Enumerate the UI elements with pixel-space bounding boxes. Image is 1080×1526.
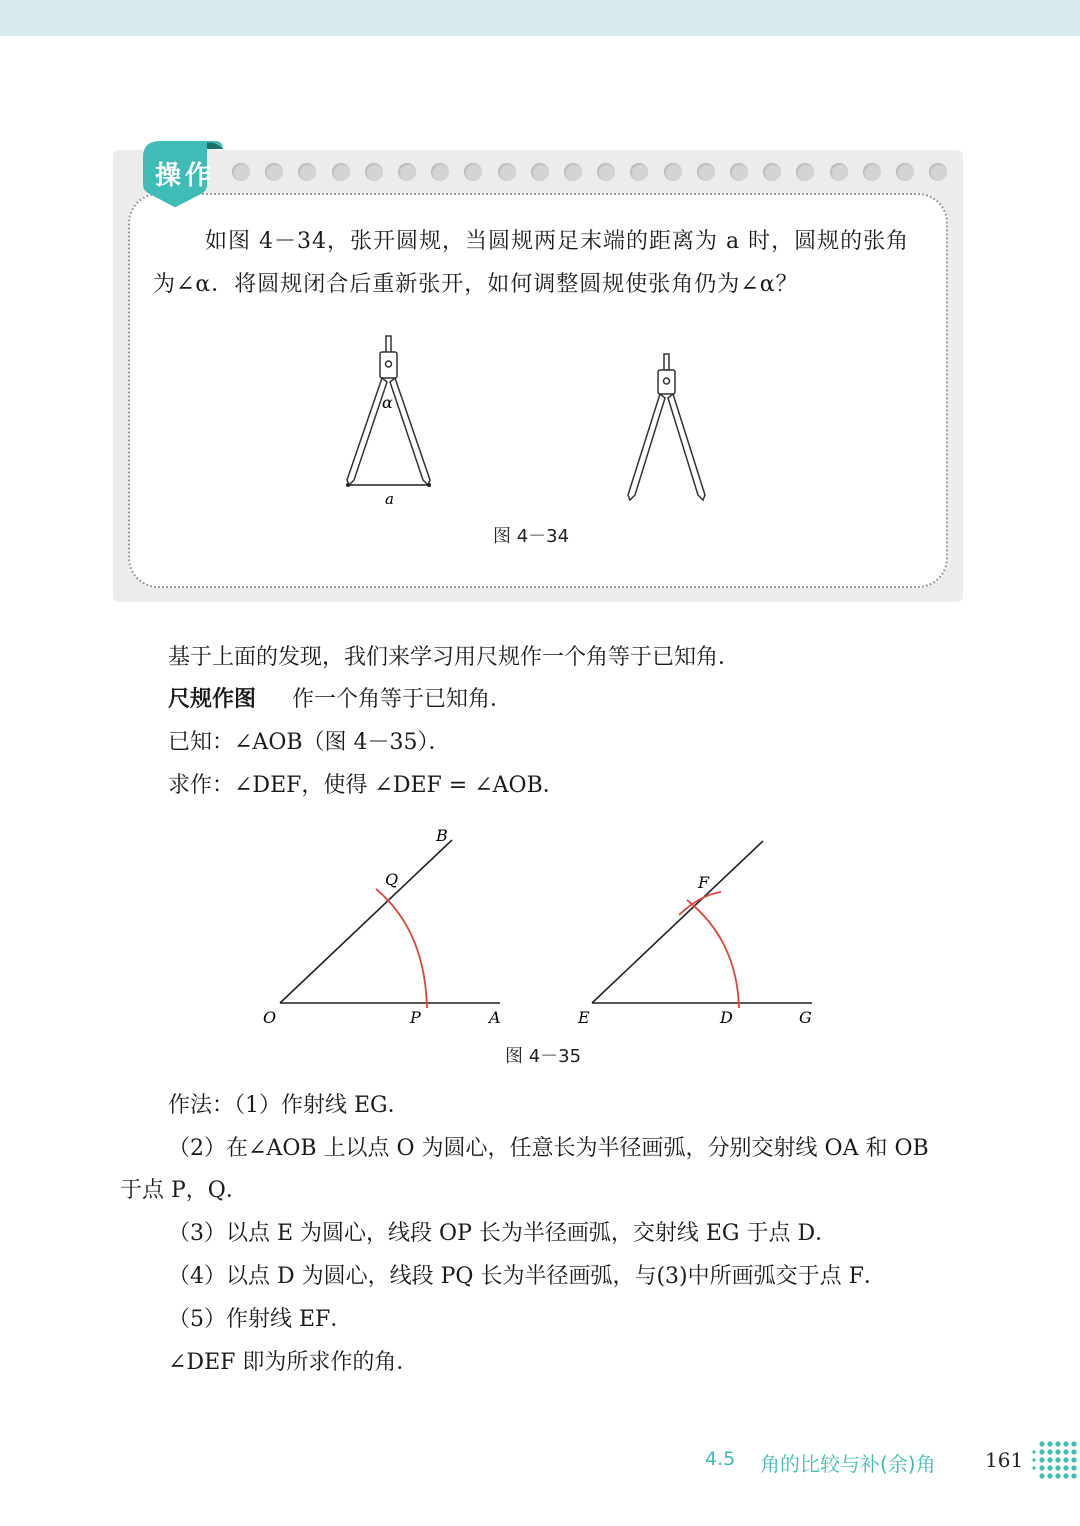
ornament-dot (1039, 1457, 1044, 1462)
binder-hole (664, 163, 682, 181)
label-B: B (436, 826, 448, 845)
ornament-dot (1055, 1465, 1060, 1470)
binder-hole (630, 163, 648, 181)
label-G: G (799, 1008, 812, 1027)
label-A: A (489, 1008, 501, 1027)
ornament-dot (1032, 1466, 1035, 1469)
label-O: O (263, 1008, 277, 1027)
ornament-dot (1071, 1473, 1076, 1478)
ornament-dot (1047, 1457, 1052, 1462)
binder-hole (697, 163, 715, 181)
ornament-dot (1039, 1465, 1044, 1470)
binder-hole (863, 163, 881, 181)
binder-hole (398, 163, 416, 181)
step-4: （4）以点 D 为圆心，线段 PQ 长为半径画弧，与(3)中所画弧交于点 F． (168, 1264, 886, 1289)
arc-DF (687, 900, 739, 1008)
ornament-dot (1071, 1441, 1076, 1446)
intro-text: 基于上面的发现，我们来学习用尺规作一个角等于已知角． (168, 645, 741, 670)
angle-construction-figure (255, 820, 835, 1035)
ornament-dot (1039, 1449, 1044, 1454)
binder-hole (929, 163, 947, 181)
ornament-dot (1032, 1450, 1035, 1453)
label-P: P (410, 1008, 421, 1027)
ornament-dot (1047, 1441, 1052, 1446)
label-E: E (578, 1008, 590, 1027)
activity-line-1: 如图 4－34，张开圆规，当圆规两足末端的距离为 a 时，圆规的张角 (205, 229, 910, 254)
ornament-dot (1047, 1465, 1052, 1470)
a-label: a (385, 490, 394, 508)
ornament-dot (1039, 1473, 1044, 1478)
binder-hole (830, 163, 848, 181)
binder-hole (298, 163, 316, 181)
binder-hole (265, 163, 283, 181)
binder-hole (332, 163, 350, 181)
ornament-dot (1071, 1457, 1076, 1462)
binder-hole (464, 163, 482, 181)
label-D: D (720, 1008, 733, 1027)
ornament-dot (1071, 1465, 1076, 1470)
compass-closed (628, 354, 705, 500)
step-2-cont: 于点 P，Q． (120, 1178, 248, 1203)
binder-hole (498, 163, 516, 181)
activity-line-2: 为∠α．将圆规闭合后重新张开，如何调整圆规使张角仍为∠α？ (153, 272, 799, 297)
ornament-dot (1039, 1441, 1044, 1446)
ornament-dot (1047, 1473, 1052, 1478)
ornament-dot (1055, 1473, 1060, 1478)
alpha-label: α (382, 393, 393, 412)
binder-holes (232, 163, 952, 183)
ray-OB (280, 840, 452, 1003)
step-3: （3）以点 E 为圆心，线段 OP 长为半径画弧，交射线 EG 于点 D． (168, 1221, 838, 1246)
ornament-dot (1055, 1441, 1060, 1446)
ornament-dot (1063, 1465, 1068, 1470)
binder-hole (431, 163, 449, 181)
ray-EF (592, 841, 763, 1003)
binder-hole (796, 163, 814, 181)
binder-hole (763, 163, 781, 181)
binder-hole (597, 163, 615, 181)
dot-grid-ornament (1030, 1440, 1080, 1480)
construction-task: 作一个角等于已知角． (292, 687, 513, 712)
step-1: 作法：（1）作射线 EG． (168, 1093, 410, 1118)
ornament-dot (1063, 1457, 1068, 1462)
footer-section-number: 4.5 (705, 1448, 736, 1470)
binder-hole (232, 163, 250, 181)
ornament-dot (1063, 1449, 1068, 1454)
ornament-dot (1032, 1458, 1035, 1461)
page-number: 161 (985, 1448, 1024, 1472)
footer-section-title: 角的比较与补(余)角 (760, 1452, 936, 1476)
top-band (0, 0, 1080, 36)
ornament-dot (1055, 1457, 1060, 1462)
step-2: （2）在∠AOB 上以点 O 为圆心，任意长为半径画弧，分别交射线 OA 和 OB (168, 1136, 929, 1161)
label-F: F (698, 873, 710, 892)
arc-PQ (376, 889, 427, 1008)
binder-hole (365, 163, 383, 181)
figure-4-35-caption: 图 4－35 (505, 1046, 582, 1067)
compass-figure (330, 330, 730, 510)
required-text: 求作：∠DEF，使得 ∠DEF = ∠AOB． (168, 773, 565, 798)
ornament-dot (1071, 1449, 1076, 1454)
activity-badge: 操作 (154, 161, 215, 191)
given-text: 已知：∠AOB（图 4－35）． (168, 730, 451, 755)
binder-hole (531, 163, 549, 181)
ornament-dot (1063, 1441, 1068, 1446)
label-Q: Q (385, 870, 399, 889)
construction-heading: 尺规作图 (168, 687, 257, 712)
ornament-dot (1055, 1449, 1060, 1454)
ornament-dot (1047, 1449, 1052, 1454)
ornament-dot (1063, 1473, 1068, 1478)
step-5: （5）作射线 EF． (168, 1307, 353, 1332)
binder-hole (730, 163, 748, 181)
binder-hole (896, 163, 914, 181)
figure-4-34-caption: 图 4－34 (493, 526, 570, 547)
binder-hole (564, 163, 582, 181)
conclusion: ∠DEF 即为所求作的角． (168, 1350, 419, 1375)
